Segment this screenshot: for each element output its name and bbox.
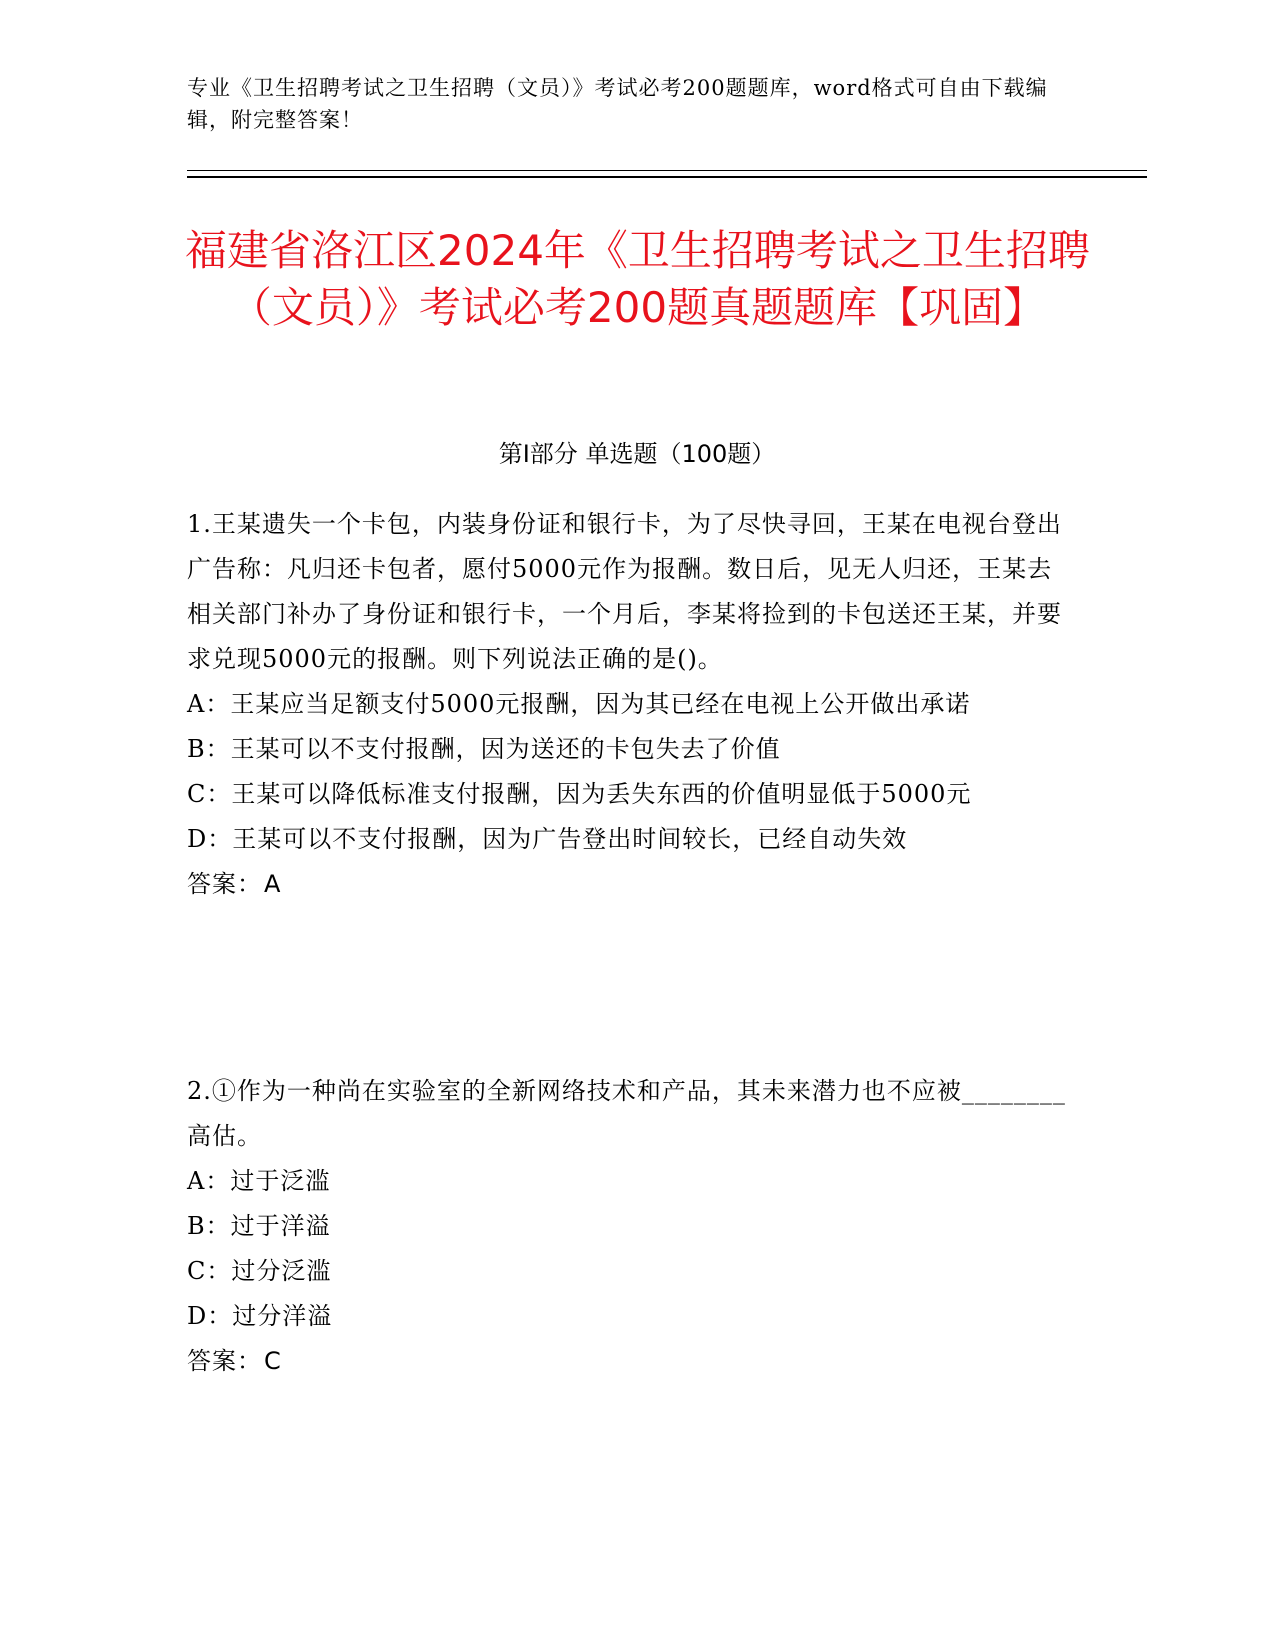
answer-label: 答案： xyxy=(187,1347,262,1375)
header-divider-thin xyxy=(187,170,1147,171)
option-b: B：王某可以不支付报酬，因为送还的卡包失去了价值 xyxy=(187,735,781,763)
question-1 xyxy=(187,502,1067,907)
section-heading: 第Ⅰ部分 单选题（100题） xyxy=(498,440,776,468)
option-d: D：过分洋溢 xyxy=(187,1302,333,1330)
question-2 xyxy=(187,1069,1067,1384)
option-d: D：王某可以不支付报酬，因为广告登出时间较长，已经自动失效 xyxy=(187,825,908,853)
document-title: 福建省洛江区2024年《卫生招聘考试之卫生招聘（文员）》考试必考200题真题题库【巩固】 xyxy=(185,226,1090,332)
header-note: 专业《卫生招聘考试之卫生招聘（文员）》考试必考200题题库，word格式可自由下载编辑，附完整答案！ xyxy=(187,76,1048,132)
option-a: A：王某应当足额支付5000元报酬，因为其已经在电视上公开做出承诺 xyxy=(187,690,971,718)
answer-value: C xyxy=(264,1347,282,1375)
question-stem: 1.王某遗失一个卡包，内装身份证和银行卡，为了尽快寻回，王某在电视台登出广告称：凡归还卡包者，愿付5000元作为报酬。数日后，见无人归还，王某去相关部门补办了身份证和银行卡，一个月后，李某将捡到的卡包送还王某，并要求兑现5000元的报酬。则下列说法正确的是()。 xyxy=(187,510,1062,673)
option-a: A：过于泛滥 xyxy=(187,1167,331,1195)
answer-line xyxy=(187,1339,1067,1384)
option-c: C：过分泛滥 xyxy=(187,1257,332,1285)
question-stem: 2.①作为一种尚在实验室的全新网络技术和产品，其未来潜力也不应被________高估。 xyxy=(187,1077,1066,1150)
option-c: C：王某可以降低标准支付报酬，因为丢失东西的价值明显低于5000元 xyxy=(187,780,972,808)
header-divider-thick xyxy=(187,176,1147,178)
answer-value: A xyxy=(264,870,282,898)
option-b: B：过于洋溢 xyxy=(187,1212,331,1240)
answer-label: 答案： xyxy=(187,870,262,898)
answer-line xyxy=(187,862,1067,907)
